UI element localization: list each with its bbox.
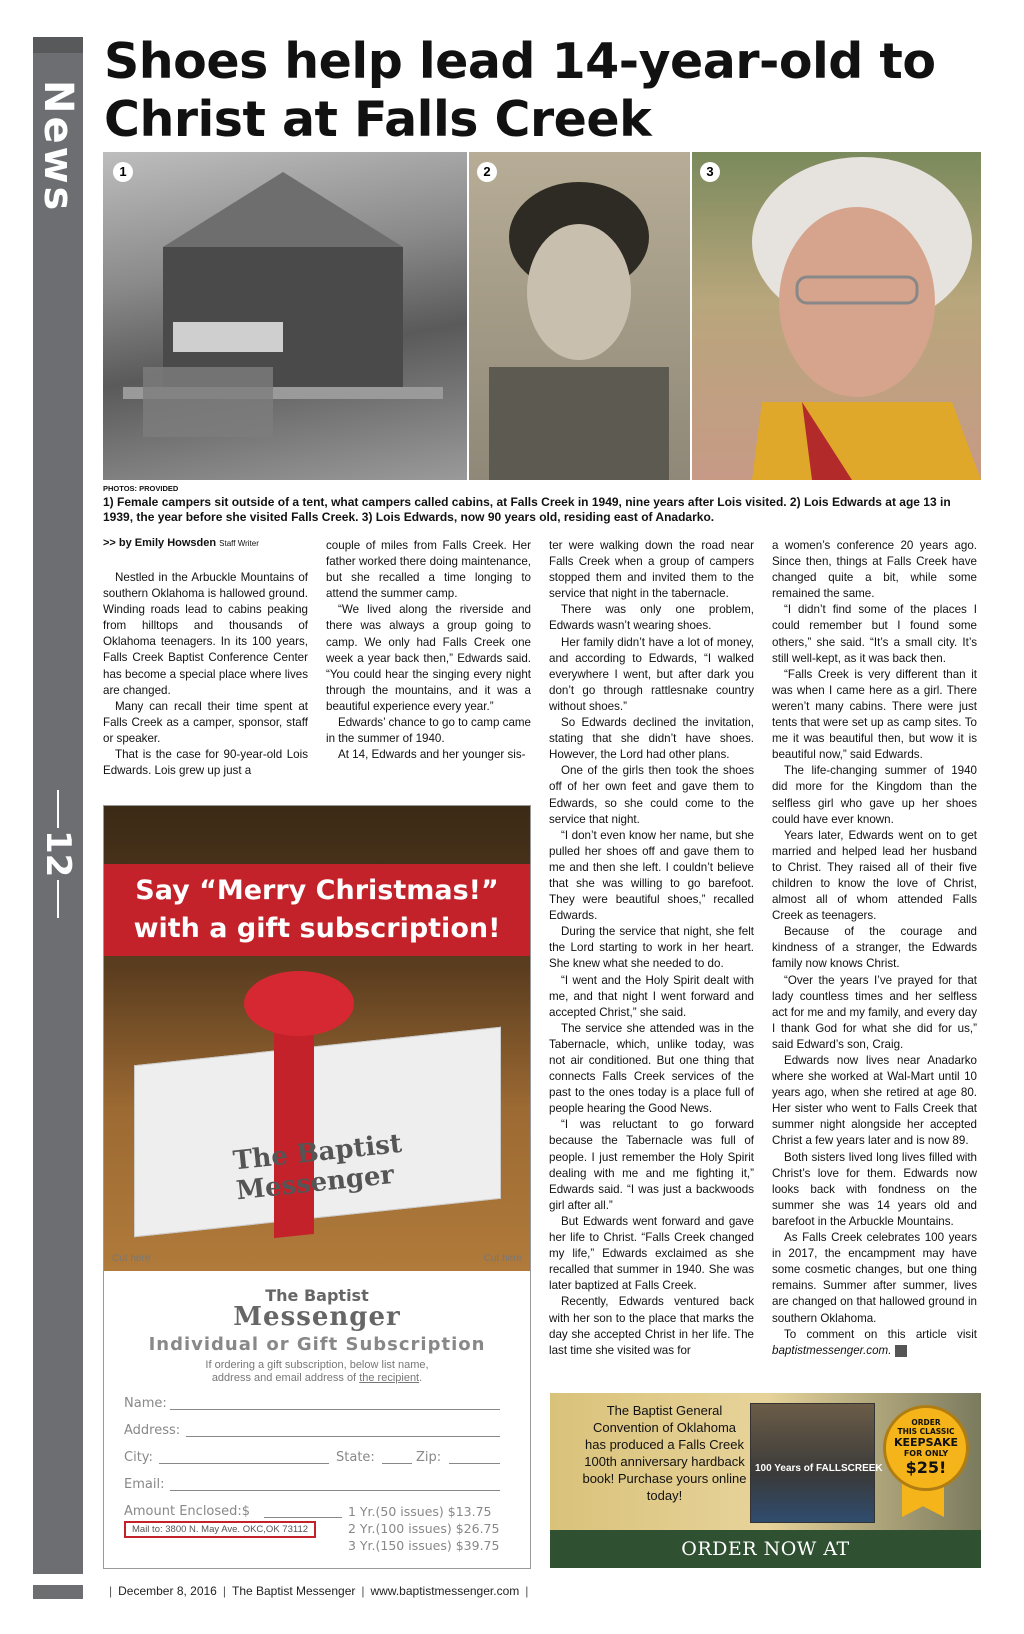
- city-field[interactable]: [159, 1463, 329, 1464]
- sidebar-cap: [33, 37, 83, 53]
- seal-price: $25!: [905, 1458, 947, 1477]
- sidebar-foot: [33, 1585, 83, 1599]
- paragraph: At 14, Edwards and her younger sis-: [338, 748, 526, 762]
- paragraph: During the service that night, she felt the Lord starting to work in her heart. She knew what she needed to do.: [549, 925, 754, 971]
- book-title: 100 Years of FALLSCREEK: [755, 1463, 883, 1474]
- paragraph: “I was reluctant to go forward because the Tabernacle was full of people. I just remember the Holy Spirit dealing with me and me fighting it,” Edwards said. “I was just a backwoods girl after all.”: [549, 1118, 754, 1212]
- ad-logo-top: The Baptist: [265, 1286, 369, 1305]
- photo-strip: [103, 152, 981, 480]
- byline-author: >> by Emily Howsden: [103, 537, 217, 549]
- paragraph: The service she attended was in the Tabernacle, which, unlike today, was not air conditioned. But one thing that connects Falls Creek services of the past to the ones today is a place full of people hearing the Good News.: [549, 1021, 754, 1116]
- paragraph: The life-changing summer of 1940 did more for the Kingdom than the selfless girl who gave up her shoes could have ever known.: [772, 764, 977, 826]
- cut-here-right: Cut here: [483, 1253, 522, 1264]
- photo-lois-age-90: [692, 152, 981, 480]
- zip-field[interactable]: [449, 1463, 500, 1464]
- paragraph: “We lived along the riverside and there was always a group going to camp. We only had Falls Creek one week a year back then,” Edwards said. “You could hear the singing every night through the mountains, and it was a beautiful experience every year.”: [326, 603, 531, 713]
- portrait-illustration: [469, 152, 690, 480]
- email-field[interactable]: [170, 1490, 500, 1491]
- article-column-4: [772, 538, 977, 1383]
- footer-publication: The Baptist Messenger: [231, 1584, 356, 1598]
- ad-logo: Messenger: [233, 1302, 401, 1332]
- mail-to-address: Mail to: 3800 N. May Ave. OKC,OK 73112: [124, 1521, 316, 1538]
- paragraph: Edwards’ chance to go to camp came in the summer of 1940.: [326, 716, 531, 746]
- ad-note-2: address and email address of: [211, 1372, 357, 1384]
- paragraph: “I went and the Holy Spirit dealt with me, and that night I went forward and accepted Christ,” she said.: [549, 973, 754, 1019]
- seal-line: THIS CLASSIC: [897, 1427, 955, 1436]
- photo-credit: PHOTOS: PROVIDED: [103, 484, 179, 493]
- paragraph: One of the girls then took the shoes off of her own feet and gave them to Edwards, so she could come to the service that night.: [549, 764, 754, 826]
- state-label: State:: [336, 1450, 375, 1465]
- ad-note-1: If ordering a gift subscription, below list name,: [205, 1359, 429, 1371]
- tent-illustration: [103, 152, 467, 480]
- paragraph: Because of the courage and kindness of a stranger, the Edwards family now knows Christ.: [772, 925, 977, 971]
- article-column-3: [549, 538, 754, 1383]
- ad-headline-2: with a gift subscription!: [133, 913, 501, 944]
- photo-caption: 1) Female campers sit outside of a tent, what campers called cabins, at Falls Creek in 1949, nine years after Lois visited. 2) Lois Edwards at age 13 in 1939, the year before she visited Falls Creek. 3) Lois Edwards, now 90 years old, residing east of Anadarko.: [103, 495, 951, 524]
- headline: Shoes help lead 14-year-old to Christ at Falls Creek: [104, 33, 936, 148]
- address-field[interactable]: [186, 1436, 500, 1437]
- paragraph: Both sisters lived long lives filled with Christ’s love for them. Edwards now looks back with fondness on the summer she was 14 years old and barefoot in the Arbuckle Mountains.: [772, 1150, 977, 1228]
- paragraph: ter were walking down the road near Falls Creek when a group of campers stopped them and invited them to the service that night in the tabernacle.: [549, 539, 754, 601]
- paragraph: There was only one problem, Edwards wasn’t wearing shoes.: [549, 603, 754, 633]
- zip-label: Zip:: [416, 1450, 442, 1465]
- byline: [103, 537, 259, 549]
- paragraph: Nestled in the Arbuckle Mountains of southern Oklahoma is hallowed ground. Winding roads lead to cabins peaking from hilltops and thousands of Oklahoma teenagers. In its 100 years, Falls Creek Baptist Conference Center has become a special place where lives are changed.: [103, 571, 308, 697]
- order-url[interactable]: FALLSCREEK.ORG/BOOK: [635, 1576, 896, 1598]
- amount-field[interactable]: [264, 1517, 342, 1518]
- paragraph: That is the case for 90-year-old Lois Edwards. Lois grew up just a: [103, 748, 308, 778]
- name-field[interactable]: [170, 1409, 500, 1410]
- name-label: Name:: [124, 1396, 167, 1411]
- footer-date: December 8, 2016: [118, 1584, 217, 1598]
- subscription-ad: [103, 805, 531, 1569]
- photo-lois-age-13: [469, 152, 690, 480]
- paragraph: As Falls Creek celebrates 100 years in 2017, the encampment may have some cosmetic changes, but one thing remains. Summer after summer, lives are changed on that hallowed ground in southern Oklahoma.: [772, 1231, 977, 1325]
- messenger-end-icon: m: [895, 1345, 907, 1357]
- byline-role: Staff Writer: [219, 539, 259, 548]
- gift-bow: [244, 971, 354, 1036]
- photo-badge-2: 2: [477, 162, 497, 182]
- paragraph: “I didn’t find some of the places I could remember but I found some others,” she said. “It’s a small city. It’s still well-kept, as it was back then.: [772, 603, 977, 665]
- page-footer: | December 8, 2016 | The Baptist Messenger | www.baptistmessenger.com |: [109, 1584, 529, 1598]
- order-prefix: ORDER NOW AT: [681, 1538, 850, 1560]
- address-label: Address:: [124, 1423, 181, 1438]
- email-label: Email:: [124, 1477, 165, 1492]
- paragraph: a women’s conference 20 years ago. Since then, things at Falls Creek have changed quite a bit, while some remained the same.: [772, 539, 977, 601]
- comment-prefix: To comment on this article visit: [784, 1327, 977, 1341]
- book-ad: [550, 1393, 981, 1598]
- section-label: News: [35, 80, 81, 214]
- price-1yr: 1 Yr.(50 issues) $13.75: [348, 1504, 492, 1519]
- paragraph: So Edwards declined the invitation, stating that she didn’t have shoes. However, the Lord had other plans.: [549, 716, 754, 762]
- paragraph: Recently, Edwards ventured back with her son to the place that marks the day she accepted Christ in her life. The last time she visited was for: [549, 1295, 754, 1357]
- ad-headline-1: Say “Merry Christmas!”: [135, 875, 499, 906]
- paragraph: Edwards now lives near Anadarko where she worked at Wal-Mart until 10 years ago, when she retired at age 80. Her sister who went to Falls Creek that summer night alongside her accepted Christ a few years later and is now 89.: [772, 1054, 977, 1148]
- paragraph: “I don’t even know her name, but she pulled her shoes off and gave them to me and then she left. I couldn’t believe that she was willing to go barefoot. They were beautiful shoes,” recalled Edwards.: [549, 828, 754, 923]
- city-label: City:: [124, 1450, 153, 1465]
- photo-badge-3: 3: [700, 162, 720, 182]
- order-now-bar[interactable]: [550, 1530, 981, 1598]
- cut-here-left: Cut here: [112, 1253, 151, 1264]
- ad-subhead: Individual or Gift Subscription: [148, 1334, 486, 1355]
- seal-line: KEEPSAKE: [893, 1436, 959, 1449]
- gift-wrap-logo: The Baptist Messenger: [231, 1128, 404, 1207]
- paragraph: Years later, Edwards went on to get married and helped lead her husband to Christ. They raised all of their five children to know the love of Christ, almost all of whom attended Falls Creek as teenagers.: [772, 828, 977, 923]
- photo-campers-tent: [103, 152, 467, 480]
- ad-note: If ordering a gift subscription, below list name, address and email address of the recipient.: [205, 1359, 429, 1384]
- price-seal: [883, 1405, 969, 1491]
- paragraph: “Over the years I’ve prayed for that lady countless times and her selfless act for me and my family, and every day I thank God for what she did for us,” said Edward’s son, Craig.: [772, 973, 977, 1051]
- paragraph: But Edwards went forward and gave her life to Christ. “Falls Creek changed my life,” Edwards exclaimed as she recalled that summer in 1940. She was later baptized at Falls Creek.: [549, 1214, 754, 1293]
- article-column-1: [103, 570, 308, 782]
- paragraph: “Falls Creek is very different than it was when I came here as a girl. There weren’t many cabins. There were just tents that were set up as camp sites. To me it was beautiful then, but wow it is beautiful now,” said Edwards.: [772, 667, 977, 762]
- page-number-rule-bottom: [57, 880, 59, 918]
- comment-line: [772, 1327, 977, 1359]
- portrait-illustration-2: [692, 152, 981, 480]
- seal-line: ORDER: [911, 1418, 941, 1427]
- page-number: 12: [38, 830, 78, 878]
- seal-line: FOR ONLY: [903, 1449, 949, 1458]
- paragraph: Her family didn’t have a lot of money, and according to Edwards, “I walked everywhere I went, but after dark you don’t go through rattlesnake country without shoes.”: [549, 635, 754, 713]
- price-2yr: 2 Yr.(100 issues) $26.75: [348, 1521, 500, 1536]
- ad-note-link: the recipient: [359, 1372, 420, 1384]
- page-number-rule-top: [57, 790, 59, 828]
- article-column-2: [326, 538, 531, 778]
- ad-banner: [104, 864, 530, 956]
- price-3yr: 3 Yr.(150 issues) $39.75: [348, 1538, 500, 1553]
- comment-site-link[interactable]: baptistmessenger.com.: [772, 1343, 892, 1357]
- paragraph: couple of miles from Falls Creek. Her father worked there doing maintenance, but she recalled a time longing to attend the summer camp.: [326, 539, 531, 601]
- footer-website[interactable]: www.baptistmessenger.com: [370, 1584, 520, 1598]
- paragraph: Many can recall their time spent at Falls Creek as a camper, sponsor, staff or speaker.: [103, 699, 308, 745]
- book-ad-text: The Baptist General Convention of Oklahoma has produced a Falls Creek 100th anniversary hardback book! Purchase yours online today!: [582, 1403, 747, 1503]
- amount-label: Amount Enclosed:$: [124, 1504, 251, 1519]
- state-field[interactable]: [382, 1463, 412, 1464]
- photo-badge-1: 1: [113, 162, 133, 182]
